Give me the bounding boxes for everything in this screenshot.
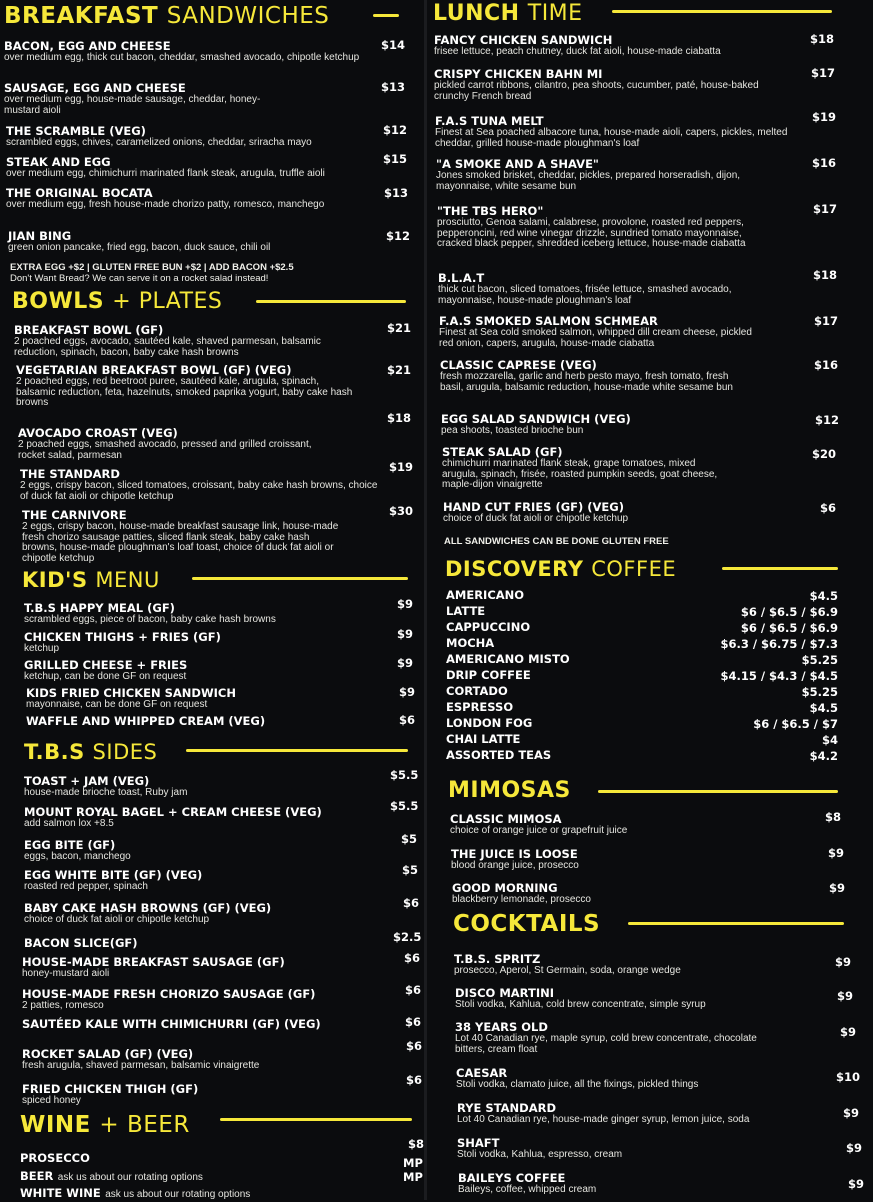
item-name: F.A.S TUNA MELT [435,114,544,128]
item-name: F.A.S SMOKED SALMON SCHMEAR [439,314,658,328]
item-price: $8 [408,1137,425,1151]
item-name: THE SCRAMBLE (VEG) [6,124,146,138]
item-price: $9 [837,989,854,1003]
item-name: 38 YEARS OLD [455,1020,548,1034]
item-name: SHAFT [457,1136,500,1150]
item-price: $6 / $6.5 / $6.9 [740,605,838,619]
menu-item [457,1137,817,1161]
item-price: $19 [812,110,837,124]
item-name: CRISPY CHICKEN BAHN MI [434,67,603,81]
item-price: $9 [397,597,414,611]
item-description: Stoli vodka, Kahlua, espresso, cream [457,1149,623,1160]
item-name: STEAK AND EGG [6,155,111,169]
item-description: over medium egg, thick cut bacon, cheddar, smashed avocado, chipotle ketchup [4,52,360,63]
item-name: BREAKFAST BOWL (GF) [14,323,164,337]
item-price: $13 [381,80,406,94]
item-description: prosciutto, Genoa salami, calabrese, provolone, roasted red peppers, pepperoncini, red wine vinegar drizzle, sundried tomato mayonnaise, cracked black pepper, shredded iceberg lettuce, house-made ciabatta [437,217,746,249]
item-name: ESPRESSO [446,700,514,714]
item-price: $16 [812,156,837,170]
section-rule [628,922,844,925]
item-price: $6 [403,896,420,910]
menu-item [6,125,376,149]
item-name: GOOD MORNING [452,881,558,895]
title-bold: BOWLS [12,289,105,314]
title-light: SIDES [92,740,158,764]
item-price: $6 [405,1015,422,1029]
item-description: thick cut bacon, sliced tomatoes, frisée lettuce, smashed avocado, mayonnaise, house-made ploughman's loaf [438,284,732,306]
item-price: $15 [383,152,408,166]
wine-section-title [20,1112,190,1138]
item-name: AMERICANO MISTO [446,652,570,666]
item-description: ketchup, can be done GF on request [24,671,187,682]
coffee-row [446,717,838,733]
item-price: $12 [383,123,408,137]
item-name: T.B.S. SPRITZ [454,952,541,966]
coffee-row [446,621,838,637]
item-price: $4.5 [809,589,838,603]
item-price: $9 [846,1141,863,1155]
menu-item [24,631,374,655]
item-name: THE STANDARD [20,467,120,481]
item-price: $4.5 [809,701,838,715]
item-description: chimichurri marinated flank steak, grape tomatoes, mixed arugula, spinach, frisée, roasted pumpkin seeds, goat cheese, maple-dijon vinaigrette [442,458,718,490]
menu-item [8,230,378,254]
item-name: DISCO MARTINI [455,986,555,1000]
menu-item [22,1048,382,1072]
item-description: Finest at Sea cold smoked salmon, whipped dill cream cheese, pickled red onion, capers, arugula, house-made ciabatta [439,327,752,349]
item-description: Jones smoked brisket, cheddar, pickles, prepared horseradish, dijon, mayonnaise, white sesame bun [436,170,741,192]
item-price: $5.25 [801,685,838,699]
menu-item [435,115,795,149]
item-price: $13 [384,186,409,200]
extras-line: EXTRA EGG +$2 | GLUTEN FREE BUN +$2 | ADD BACON +$2.5 [10,262,294,273]
item-price: $19 [389,460,414,474]
item-description: ask us about our rotating options [105,1189,251,1200]
kids-section-title [22,568,160,592]
item-name: SAUSAGE, EGG AND CHEESE [4,81,186,95]
coffee-row [446,653,838,669]
menu-item [26,715,376,728]
item-name: BACON, EGG AND CHEESE [4,39,171,53]
item-price: $14 [381,38,406,52]
item-name: "A SMOKE AND A SHAVE" [436,157,599,171]
item-description: 2 poached eggs, smashed avocado, pressed and grilled croissant, rocket salad, parmesan [18,439,312,461]
menu-item [24,806,384,830]
item-name: HOUSE-MADE BREAKFAST SAUSAGE (GF) [22,955,285,969]
item-name: WHITE WINE [20,1186,101,1200]
title-bold: T.B.S [24,740,85,764]
coffee-section-title [445,557,676,581]
title-bold: DISCOVERY [445,557,584,581]
menu-item [24,602,374,626]
item-price: $6 [820,501,837,515]
menu-item [439,315,799,349]
menu-item [20,1152,380,1165]
coffee-row [446,701,838,717]
item-price: $5.5 [390,768,419,782]
item-price: $9 [828,846,845,860]
item-price: $9 [840,1025,857,1039]
item-price: $18 [813,268,838,282]
item-price: $16 [814,358,839,372]
item-price: $12 [815,413,840,427]
item-name: T.B.S HAPPY MEAL (GF) [24,601,175,615]
item-description: scrambled eggs, piece of bacon, baby cake hash browns [24,614,276,625]
item-name: JIAN BING [8,229,72,243]
item-description: Lot 40 Canadian rye, maple syrup, cold brew concentrate, chocolate bitters, cream float [455,1033,757,1055]
item-price: $4.15 / $4.3 / $4.5 [720,669,838,683]
menu-item [20,468,380,502]
item-price: $6 [404,951,421,965]
item-name: AVOCADO CROAST (VEG) [18,426,178,440]
breakfast-section-title [4,3,329,29]
item-price: $18 [810,32,835,46]
item-description: Stoli vodka, clamato juice, all the fixings, pickled things [456,1079,699,1090]
section-rule [722,567,838,570]
item-name: BAILEYS COFFEE [458,1171,566,1185]
item-name: LONDON FOG [446,716,533,730]
item-description: Stoli vodka, Kahlua, cold brew concentrate, simple syrup [455,999,706,1010]
item-name: AMERICANO [446,588,525,602]
menu-item [456,1067,816,1091]
item-description: blackberry lemonade, prosecco [452,894,591,905]
menu-item [24,902,384,926]
menu-item [6,187,376,211]
menu-item [26,687,376,711]
item-description: 2 poached eggs, avocado, sautéed kale, shaved parmesan, balsamic reduction, spinach, bacon, baby cake hash browns [14,336,321,358]
item-description: frisee lettuce, peach chutney, duck fat aioli, house-made ciabatta [434,46,721,57]
title-light: COFFEE [591,557,677,581]
item-price: $6 [406,1073,423,1087]
title-light: + BEER [99,1112,190,1138]
item-description: eggs, bacon, manchego [24,851,131,862]
item-description: over medium egg, house-made sausage, cheddar, honey-mustard aioli [4,94,261,116]
item-name: MOUNT ROYAL BAGEL + CREAM CHEESE (VEG) [24,805,322,819]
item-description: ketchup [24,643,60,654]
item-description: scrambled eggs, chives, caramelized onions, cheddar, sriracha mayo [6,137,312,148]
item-description: pickled carrot ribbons, cilantro, pea shoots, cucumber, paté, house-baked crunchy French bread [434,80,759,102]
menu-item [16,364,376,409]
menu-item [434,34,794,58]
item-name: RYE STANDARD [457,1101,557,1115]
menu-item [458,1172,818,1196]
item-price: $2.5 [393,930,422,944]
coffee-row [446,589,838,605]
item-price: $21 [387,321,412,335]
menu-item [442,446,802,491]
menu-item [437,205,797,250]
item-name: THE CARNIVORE [22,508,127,522]
item-description: Finest at Sea poached albacore tuna, house-made aioli, capers, pickles, melted cheddar, grilled house-made ploughman's loaf [435,127,788,149]
item-price: $5.25 [801,653,838,667]
menu-item [443,501,803,525]
menu-item [24,775,374,799]
bowls-section-title [12,289,222,314]
item-description: over medium egg, fresh house-made chorizo patty, romesco, manchego [6,199,325,210]
item-price: $12 [386,229,411,243]
item-description: choice of orange juice or grapefruit juice [450,825,628,836]
menu-item [24,937,374,950]
item-name: CLASSIC CAPRESE (VEG) [440,358,597,372]
item-name: BEER [20,1169,54,1183]
title-light: TIME [527,1,583,26]
coffee-row [446,749,838,765]
section-rule [256,300,406,303]
item-price: $4 [821,733,838,747]
menu-item [451,848,811,872]
menu-item [24,839,374,863]
item-name: THE JUICE IS LOOSE [451,847,578,861]
coffee-row [446,733,838,749]
menu-item [4,82,374,116]
item-description: 2 patties, romesco [22,1000,104,1011]
menu-item [457,1102,827,1126]
item-name: PROSECCO [20,1151,90,1165]
item-description: choice of duck fat aioli or chipotle ketchup [24,914,210,925]
item-price: $9 [843,1106,860,1120]
item-name: STEAK SALAD (GF) [442,445,563,459]
item-description: Lot 40 Canadian rye, house-made ginger syrup, lemon juice, soda [457,1114,750,1125]
title-light: SANDWICHES [166,3,330,29]
item-description: mayonnaise, can be done GF on request [26,699,208,710]
item-description: ask us about our rotating options [57,1172,203,1183]
section-rule [186,749,408,752]
column-divider [424,0,427,1200]
item-price: $6 / $6.5 / $7 [753,717,838,731]
extras-note: Don't Want Bread? We can serve it on a rocket salad instead! [10,273,269,284]
item-price: $6.3 / $6.75 / $7.3 [720,637,838,651]
menu-item [22,956,382,980]
item-name: HAND CUT FRIES (GF) (VEG) [443,500,624,514]
item-description: 2 eggs, crispy bacon, sliced tomatoes, croissant, baby cake hash browns, choice of duck fat aioli or chipotle ketchup [20,480,378,502]
item-price: $6 [405,983,422,997]
item-name: EGG SALAD SANDWICH (VEG) [441,412,631,426]
item-description: honey-mustard aioli [22,968,110,979]
item-description: 2 eggs, crispy bacon, house-made breakfast sausage link, house-made fresh chorizo sausage patties, sliced flank steak, baby cake hash browns, house-made ploughman's loaf toast, choice of duck fat aioli or chipotle ketchup [22,521,339,564]
item-description: fresh arugula, shaved parmesan, balsamic vinaigrette [22,1060,260,1071]
lunch-gluten-note: ALL SANDWICHES CAN BE DONE GLUTEN FREE [444,536,669,547]
item-price: $10 [836,1070,861,1084]
item-name: SAUTÉED KALE WITH CHIMICHURRI (GF) (VEG) [22,1017,321,1031]
menu-item [6,156,376,180]
item-name: FRIED CHICKEN THIGH (GF) [22,1082,199,1096]
item-name: VEGETARIAN BREAKFAST BOWL (GF) (VEG) [16,363,292,377]
item-name: MOCHA [446,636,495,650]
menu-item [22,1018,382,1031]
item-description: 2 poached eggs, red beetroot puree, sautéed kale, arugula, spinach, balsamic reduction, feta, hazelnuts, smoked paprika yogurt, baby cake hash browns [16,376,353,408]
coffee-row [446,669,838,685]
item-description: Baileys, coffee, whipped cream [458,1184,597,1195]
item-price: $5.5 [390,799,419,813]
item-description: spiced honey [22,1095,81,1106]
item-price: $5 [402,863,419,877]
item-price: $6 [406,1039,423,1053]
menu-item [14,324,374,358]
item-price: MP [403,1156,423,1170]
lunch-section-title [433,1,583,26]
item-name: CAESAR [456,1066,508,1080]
item-description: prosecco, Aperol, St Germain, soda, orange wedge [454,965,681,976]
item-name: CAPPUCCINO [446,620,531,634]
item-price: $20 [812,447,837,461]
item-name: BACON SLICE(GF) [24,936,138,950]
item-name: B.L.A.T [438,271,485,285]
item-price: $6 [399,713,416,727]
item-price: $30 [389,504,414,518]
menu-item [452,882,812,906]
item-price: $17 [814,314,839,328]
section-rule [598,790,838,793]
item-name: CORTADO [446,684,508,698]
title-bold: BREAKFAST [4,3,159,29]
title-bold: COCKTAILS [453,911,601,937]
menu-item [4,40,374,64]
cocktails-section-title [453,911,600,937]
item-price: $17 [811,66,836,80]
menu-item [438,272,798,306]
item-price: $5 [401,832,418,846]
menu-item [20,1184,400,1202]
item-price: $9 [848,1177,865,1191]
item-name: HOUSE-MADE FRESH CHORIZO SAUSAGE (GF) [22,987,316,1001]
menu-item [454,953,814,977]
item-name: BABY CAKE HASH BROWNS (GF) (VEG) [24,901,272,915]
item-name: "THE TBS HERO" [437,204,544,218]
item-name: KIDS FRIED CHICKEN SANDWICH [26,686,236,700]
item-name: ASSORTED TEAS [446,748,552,762]
item-name: GRILLED CHEESE + FRIES [24,658,188,672]
menu-item [22,988,382,1012]
title-bold: LUNCH [433,1,520,26]
section-rule [220,1118,412,1121]
menu-item [455,987,815,1011]
item-description: blood orange juice, prosecco [451,860,579,871]
item-name: CHICKEN THIGHS + FRIES (GF) [24,630,221,644]
item-price: $4.2 [809,749,838,763]
menu-item [455,1021,815,1055]
coffee-row [446,637,838,653]
item-name: DRIP COFFEE [446,668,531,682]
item-name: CHAI LATTE [446,732,521,746]
item-name: LATTE [446,604,486,618]
item-description: pea shoots, toasted brioche bun [441,425,584,436]
coffee-row [446,605,838,621]
item-price: $18 [387,411,412,425]
section-rule [192,577,408,580]
item-price: $9 [835,955,852,969]
title-bold: WINE [20,1112,91,1138]
item-price: $9 [397,627,414,641]
sides-section-title [24,740,157,764]
coffee-row [446,685,838,701]
item-name: WAFFLE AND WHIPPED CREAM (VEG) [26,714,266,728]
item-name: TOAST + JAM (VEG) [24,774,150,788]
title-bold: KID'S [22,568,88,592]
item-description: green onion pancake, fried egg, bacon, duck sauce, chili oil [8,242,271,253]
item-description: house-made brioche toast, Ruby jam [24,787,188,798]
item-price: $9 [829,881,846,895]
section-rule [373,14,399,17]
menu-item [22,1083,382,1107]
item-price: $9 [397,656,414,670]
section-rule [612,10,832,13]
menu-item [450,813,810,837]
item-price: $9 [399,685,416,699]
item-name: EGG WHITE BITE (GF) (VEG) [24,868,203,882]
item-price: $6 / $6.5 / $6.9 [740,621,838,635]
item-price: MP [403,1170,423,1184]
item-name: FANCY CHICKEN SANDWICH [434,33,613,47]
item-name: CLASSIC MIMOSA [450,812,562,826]
mimosas-section-title [448,778,571,803]
menu-item [441,413,801,437]
item-price: $8 [825,810,842,824]
item-name: EGG BITE (GF) [24,838,116,852]
menu-item [24,659,374,683]
item-name: THE ORIGINAL BOCATA [6,186,153,200]
title-light: MENU [95,568,160,592]
title-light: + PLATES [112,289,223,314]
item-name: ROCKET SALAD (GF) (VEG) [22,1047,194,1061]
menu-item [436,158,796,192]
menu-item [440,359,800,393]
menu-item [20,1167,400,1185]
item-price: $17 [813,202,838,216]
menu-item [18,427,378,461]
menu-item [434,68,794,102]
item-price: $21 [387,363,412,377]
menu-item [24,869,374,893]
menu-item [22,509,382,564]
item-description: fresh mozzarella, garlic and herb pesto mayo, fresh tomato, fresh basil, arugula, balsamic reduction, house-made white sesame bun [440,371,733,393]
item-description: add salmon lox +8.5 [24,818,114,829]
item-description: roasted red pepper, spinach [24,881,148,892]
title-bold: MIMOSAS [448,778,571,803]
item-description: choice of duck fat aioli or chipotle ketchup [443,513,629,524]
item-description: over medium egg, chimichurri marinated flank steak, arugula, truffle aioli [6,168,325,179]
